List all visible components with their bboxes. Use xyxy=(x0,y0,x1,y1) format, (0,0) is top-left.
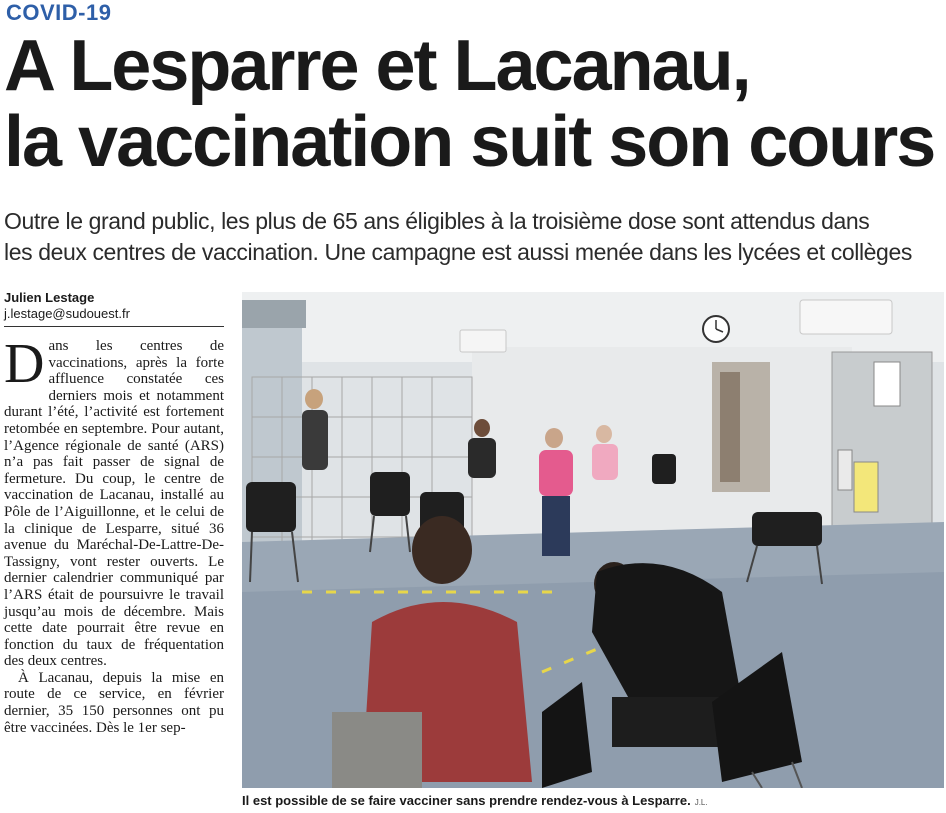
article-body xyxy=(4,333,224,736)
section-rubric: COVID-19 xyxy=(6,0,112,25)
lede-line-1: Outre le grand public, les plus de 65 ans éligibles à la troisième dose sont attendus dans xyxy=(4,208,870,234)
photo-credit: J.L. xyxy=(694,798,708,807)
dropcap: D xyxy=(4,333,45,395)
caption-text: Il est possible de se faire vacciner sans prendre rendez-vous à Lesparre. xyxy=(242,793,691,808)
vaccination-room-illustration xyxy=(242,292,944,788)
lede xyxy=(4,206,944,268)
headline xyxy=(4,28,944,180)
headline-line-2: la vaccination suit son cours xyxy=(4,102,935,182)
article-paragraph-1 xyxy=(4,333,224,670)
article-paragraph-2: À Lacanau, depuis la mise en route de ce service, en février dernier, 35 150 personnes ont pu être vaccinées. Dès le 1er sep- xyxy=(4,669,224,736)
byline-divider xyxy=(4,326,224,327)
article-photo xyxy=(242,292,944,788)
photo-caption xyxy=(242,793,944,808)
article-paragraph-1-text: ans les centres de vaccinations, après la forte affluence constatée ces derniers mois et notamment durant l’été, l’activité est fortement retombée en septembre. Pour autant, l’Agence régionale de santé (ARS) n’a pas fait passer de signal de fermeture. Du coup, le centre de vaccination de Lacanau, installé au Pôle de l’Aiguillonne, et le celui de la clinique de Lesparre, situé 36 avenue du Maréchal-De-Lattre-De-Tassigny, vont rester ouverts. Le dernier calendrier communiqué par l’ARS était de poursuivre le travail jusqu’au mois de décembre. Mais cette date pourrait être revue en fonction du taux de fréquentation des deux centres. xyxy=(4,338,224,670)
byline xyxy=(4,290,224,321)
headline-line-1: A Lesparre et Lacanau, xyxy=(4,26,750,106)
lede-line-2: les deux centres de vaccination. Une campagne est aussi menée dans les lycées et collèges xyxy=(4,239,912,265)
byline-author: Julien Lestage xyxy=(4,290,95,305)
byline-email[interactable]: j.lestage@sudouest.fr xyxy=(4,306,130,321)
